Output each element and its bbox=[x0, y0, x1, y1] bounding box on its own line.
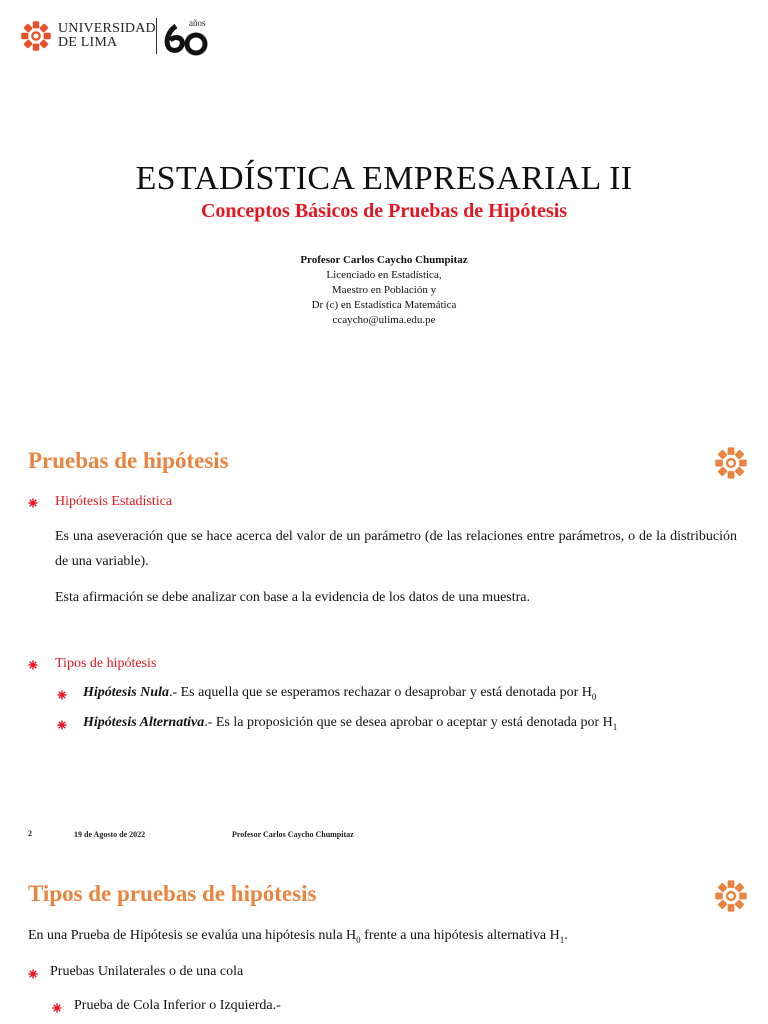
definition-hipotesis-nula: .- Es aquella que se esperamos rechazar o desaprobar y está denotada por H bbox=[168, 685, 592, 700]
star-bullet-icon bbox=[57, 690, 67, 700]
sub-bullet-cola-inferior: Prueba de Cola Inferior o Izquierda.- bbox=[74, 998, 281, 1013]
section-heading-tipos-pruebas: Tipos de pruebas de hipótesis bbox=[28, 881, 317, 906]
paragraph-definition: Es una aseveración que se hace acerca del valor de un parámetro (de las relaciones entre parámetros, o de la distribución de una variable). bbox=[55, 529, 737, 569]
logo-divider bbox=[156, 18, 157, 54]
subscript-1: 1 bbox=[612, 721, 618, 732]
professor-email: ccaycho@ulima.edu.pe bbox=[332, 314, 436, 326]
main-title: ESTADÍSTICA EMPRESARIAL II bbox=[135, 160, 633, 197]
star-bullet-icon bbox=[52, 1003, 62, 1013]
intro-hipotesis-text bbox=[28, 928, 568, 945]
bullet-hipotesis-estadistica: Hipótesis Estadística bbox=[55, 494, 173, 509]
paragraph-evidence: Esta afirmación se debe analizar con base a la evidencia de los datos de una muestra. bbox=[55, 590, 531, 605]
university-name-line2: DE LIMA bbox=[58, 35, 118, 50]
bullet-pruebas-unilaterales: Pruebas Unilaterales o de una cola bbox=[50, 964, 244, 979]
credential-line: Maestro en Población y bbox=[331, 284, 437, 296]
flower-icon bbox=[714, 879, 748, 913]
subscript-1: 1 bbox=[559, 934, 565, 945]
intro-part: frente a una hipótesis alternativa H bbox=[360, 928, 560, 943]
university-name bbox=[58, 22, 156, 50]
page-number: 2 bbox=[28, 829, 32, 838]
footer-author: Profesor Carlos Caycho Chumpitaz bbox=[232, 830, 354, 839]
bullet-tipos-hipotesis: Tipos de hipótesis bbox=[55, 656, 157, 671]
credential-line: Dr (c) en Estadística Matemática bbox=[311, 299, 457, 311]
term-hipotesis-alternativa: Hipótesis Alternativa bbox=[83, 715, 205, 730]
term-hipotesis-nula: Hipótesis Nula bbox=[83, 685, 169, 700]
university-name-line1: UNIVERSIDAD bbox=[58, 21, 156, 36]
footer-date: 19 de Agosto de 2022 bbox=[74, 830, 146, 839]
subscript-0: 0 bbox=[356, 934, 361, 945]
subscript-0: 0 bbox=[591, 691, 597, 702]
anos-label: años bbox=[189, 18, 206, 28]
definition-hipotesis-alternativa: .- Es la proposición que se desea aprobar o aceptar y está denotada por H bbox=[204, 715, 613, 730]
flower-icon bbox=[714, 446, 748, 480]
professor-info bbox=[0, 253, 768, 328]
intro-part: En una Prueba de Hipótesis se evalúa una hipótesis nula H bbox=[28, 928, 357, 943]
section-heading-pruebas: Pruebas de hipótesis bbox=[28, 448, 229, 473]
sub-bullet-hipotesis-nula bbox=[83, 685, 596, 702]
university-flower-logo-icon bbox=[20, 20, 52, 52]
intro-part: . bbox=[564, 928, 568, 943]
star-bullet-icon bbox=[28, 660, 38, 670]
sub-bullet-hipotesis-alternativa bbox=[83, 715, 617, 732]
subtitle: Conceptos Básicos de Pruebas de Hipótesis bbox=[200, 200, 568, 222]
star-bullet-icon bbox=[28, 498, 38, 508]
credential-line: Licenciado en Estadística, bbox=[326, 269, 442, 281]
professor-name: Profesor Carlos Caycho Chumpitaz bbox=[300, 254, 468, 266]
star-bullet-icon bbox=[28, 969, 38, 979]
star-bullet-icon bbox=[57, 720, 67, 730]
